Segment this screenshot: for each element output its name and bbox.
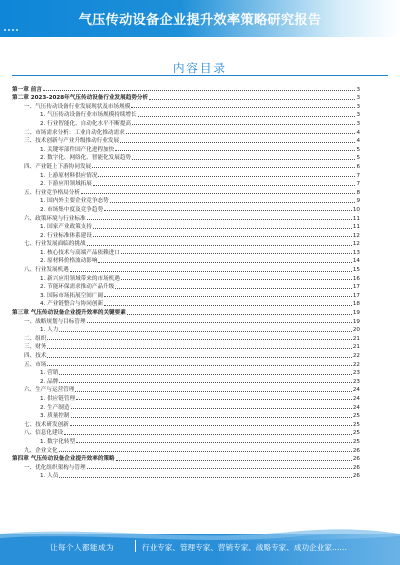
toc-entry-page: 12 [352, 241, 360, 248]
toc-entry-leader [87, 219, 352, 220]
toc-entry-page: 18 [352, 301, 360, 308]
toc-entry[interactable] [12, 127, 360, 136]
toc-entry-label: 八、行业发展机遇 [24, 267, 69, 274]
toc-entry-leader [71, 417, 352, 418]
toc-entry-label: 第四章 气压传动设备企业提升效率的策略 [12, 456, 115, 463]
toc-entry-label: 1. 供应链管理 [40, 395, 76, 402]
toc-entry-leader [132, 159, 355, 160]
toc-entry-label: 2. 数字化、网络化、智能化发展趋势 [40, 155, 132, 162]
footer-banner [0, 518, 400, 565]
toc-entry-page: 26 [352, 456, 360, 463]
toc-entry-label: 2. 原材料价格波动影响 [40, 258, 98, 265]
toc-entry[interactable] [12, 445, 360, 454]
toc-entry[interactable] [12, 222, 360, 231]
toc-entry-leader [121, 253, 352, 254]
toc-entry-label: 1. 上游原材料供应情况 [40, 172, 98, 179]
toc-entry-label: 1. 国内外主要企业竞争态势 [40, 198, 109, 205]
toc-entry-page: 22 [352, 361, 360, 368]
toc-entry[interactable] [12, 359, 360, 368]
toc-entry[interactable] [12, 462, 360, 471]
toc-entry-label: 1. 人力 [40, 327, 59, 334]
toc-entry-page: 26 [352, 464, 360, 471]
toc-entry-page: 7 [356, 181, 360, 188]
toc-entry-page: 26 [352, 447, 360, 454]
toc-entry-label: 四、技术 [24, 353, 47, 359]
toc-entry-page: 25 [352, 430, 360, 437]
toc-heading: 内容目录 [173, 61, 227, 75]
toc-entry-leader [47, 357, 351, 358]
toc-entry-leader [138, 116, 356, 117]
toc-entry-label: 八、信息化建设 [24, 430, 64, 437]
toc-entry[interactable] [12, 256, 360, 265]
toc-entry[interactable] [12, 342, 360, 351]
toc-entry[interactable] [12, 368, 360, 377]
toc-entry[interactable] [12, 136, 360, 145]
toc-entry-label: 1. 营销 [40, 370, 59, 377]
toc-entry-leader [115, 150, 355, 151]
toc-entry-leader [116, 460, 352, 461]
toc-entry[interactable] [12, 230, 360, 239]
toc-entry-label: 第三章 气压传动设备企业提升效率的关键要素 [12, 310, 126, 317]
toc-entry[interactable] [12, 93, 360, 102]
footer-divider [135, 540, 136, 552]
toc-entry-leader [92, 167, 355, 168]
toc-entry[interactable] [12, 282, 360, 291]
toc-entry-label: 1. 国家产业政策支持 [40, 224, 92, 231]
toc-entry-label: 一、气压传动设备行业发展现状及市场规模 [24, 103, 131, 110]
toc-entry-label: 2. 行业标准体系建设 [40, 232, 92, 239]
toc-entry-leader [93, 236, 352, 237]
toc-entry[interactable] [12, 110, 360, 119]
toc-entry-label: 一、战略规划与目标管理 [24, 318, 86, 325]
toc-entry-label: 三、财务 [24, 344, 47, 351]
toc-entry-page: 17 [352, 284, 360, 291]
toc-entry[interactable] [12, 179, 360, 188]
toc-entry-label: 1. 数字化转型 [40, 438, 76, 445]
toc-entry-leader [87, 468, 352, 469]
toc-entry-page: 22 [352, 353, 360, 359]
toc-entry-page: 7 [356, 172, 360, 179]
toc-entry-label: 九、企业文化 [24, 447, 58, 454]
toc-entry[interactable] [12, 316, 360, 325]
toc-entry-label: 2. 行业智能化、自动化水平不断提高 [40, 120, 132, 127]
toc-entry-leader [121, 279, 352, 280]
toc-entry-page: 13 [352, 249, 360, 256]
toc-entry-page: 4 [356, 138, 360, 145]
toc-entry[interactable] [12, 213, 360, 222]
toc-entry-label: 1. 关键零部件国产化进程加快 [40, 146, 115, 153]
toc-entry-label: 二、组织 [24, 335, 47, 342]
toc-entry-leader [70, 425, 352, 426]
toc-entry-leader [70, 271, 352, 272]
toc-entry-page: 3 [356, 103, 360, 110]
toc-entry-leader [47, 365, 351, 366]
toc-entry-leader [149, 99, 355, 100]
toc-entry[interactable] [12, 161, 360, 170]
toc-entry[interactable] [12, 307, 360, 316]
toc-entry-leader [59, 374, 352, 375]
toc-entry[interactable] [12, 471, 360, 480]
toc-entry-page: 19 [352, 318, 360, 325]
toc-entry[interactable] [12, 290, 360, 299]
toc-entry-leader [76, 399, 352, 400]
toc-entry[interactable] [12, 428, 360, 437]
toc-entry-page: 24 [352, 387, 360, 394]
toc-entry-page: 8 [356, 189, 360, 196]
toc-entry[interactable] [12, 454, 360, 463]
toc-entry-leader [98, 262, 351, 263]
toc-entry[interactable] [12, 264, 360, 273]
toc-entry-leader [104, 305, 352, 306]
toc-entry-page: 25 [352, 421, 360, 428]
toc-entry-page: 9 [356, 198, 360, 205]
toc-entry-leader [59, 451, 352, 452]
toc-entry[interactable] [12, 376, 360, 385]
toc-entry[interactable] [12, 170, 360, 179]
toc-entry-label: 五、行业竞争格局分析 [24, 189, 80, 196]
toc-entry-page: 19 [352, 310, 360, 317]
toc-entry-label: 七、技术研发创新 [24, 421, 69, 428]
toc-entry-label: 2. 品牌 [40, 378, 59, 385]
toc-entry-leader [115, 288, 352, 289]
toc-entry-page: 24 [352, 395, 360, 402]
toc-entry-label: 1. 人员 [40, 473, 59, 480]
toc-entry-leader [93, 185, 356, 186]
toc-entry-leader [120, 142, 355, 143]
toc-entry[interactable] [12, 239, 360, 248]
toc-entry-label: 1. 核心技术与高端产品依赖进口 [40, 249, 120, 256]
toc-entry-leader [47, 339, 351, 340]
toc-entry-label: 4. 产业链整合与协同创新 [40, 301, 104, 308]
toc-entry-leader [43, 90, 356, 91]
toc-entry-leader [98, 176, 355, 177]
toc-entry-leader [132, 124, 355, 125]
toc-entry-leader [64, 434, 352, 435]
toc-entry-label: 四、产业链上下游协同发展 [24, 163, 92, 170]
toc-entry-leader [75, 391, 352, 392]
toc-entry-page: 11 [352, 215, 360, 222]
toc-entry-leader [47, 348, 351, 349]
toc-entry-page: 4 [356, 129, 360, 136]
toc-entry-page: 12 [352, 232, 360, 239]
toc-entry-leader [87, 322, 352, 323]
toc-entry-page: 21 [352, 335, 360, 342]
toc-entry-label: 2. 下游应用领域拓展 [40, 181, 92, 188]
toc-entry-page: 26 [352, 473, 360, 480]
toc-entry-leader [104, 296, 352, 297]
toc-entry-leader [127, 314, 352, 315]
toc-entry-page: 16 [352, 275, 360, 282]
footer-slogan-right: 行业专家、管理专家、营销专家、战略专家、成功企业家…… [142, 543, 348, 552]
toc-entry-page: 3 [356, 95, 360, 102]
toc-entry-page: 3 [356, 112, 360, 119]
toc-entry-label: 2. 市场集中度及竞争趋势 [40, 206, 104, 213]
toc-entry-page: 14 [352, 258, 360, 265]
toc-entry[interactable] [12, 204, 360, 213]
toc-entry[interactable] [12, 325, 360, 334]
toc-entry-page: 23 [352, 378, 360, 385]
toc-entry[interactable] [12, 84, 360, 93]
toc-entry-leader [87, 245, 352, 246]
toc-entry-leader [131, 107, 355, 108]
toc-entry-page: 17 [352, 292, 360, 299]
toc-entry[interactable] [12, 247, 360, 256]
footer-slogan-left: 让每个人都能成为 [50, 543, 114, 552]
toc-entry[interactable] [12, 153, 360, 162]
toc-entry-page: 25 [352, 413, 360, 420]
toc-entry-leader [110, 202, 356, 203]
toc-entry-label: 七、行业发展面临的挑战 [24, 241, 86, 248]
toc-entry-label: 六、生产与运营管理 [24, 387, 75, 394]
toc-entry-label: 2. 生产制造 [40, 404, 70, 411]
toc-entry[interactable] [12, 411, 360, 420]
toc-entry-page: 25 [352, 438, 360, 445]
toc-entry-label: 3. 质量控制 [40, 413, 70, 420]
table-of-contents [12, 84, 360, 479]
toc-entry-leader [126, 133, 356, 134]
toc-entry-leader [71, 408, 352, 409]
toc-heading-underline [12, 75, 388, 76]
toc-entry-leader [59, 331, 352, 332]
toc-entry-leader [93, 228, 352, 229]
toc-entry[interactable] [12, 436, 360, 445]
toc-entry-leader [76, 442, 352, 443]
toc-entry-page: 21 [352, 344, 360, 351]
toc-entry[interactable] [12, 118, 360, 127]
toc-entry-label: 六、政策环境与行业标准 [24, 215, 86, 222]
toc-entry-label: 1. 新兴应用领域带来的市场机遇 [40, 275, 120, 282]
toc-entry[interactable] [12, 419, 360, 428]
toc-entry[interactable] [12, 144, 360, 153]
toc-entry[interactable] [12, 299, 360, 308]
toc-entry[interactable] [12, 187, 360, 196]
toc-entry-label: 1. 气压传动设备行业市场规模持续增长 [40, 112, 137, 119]
toc-entry[interactable] [12, 402, 360, 411]
toc-entry-leader [59, 382, 352, 383]
toc-entry-page: 24 [352, 404, 360, 411]
toc-entry-page: 6 [356, 163, 360, 170]
toc-entry-label: 3. 国际市场拓展空间广阔 [40, 292, 104, 299]
toc-entry-label: 二、市场需求分析：工业自动化推动需求 [24, 129, 125, 136]
toc-entry-leader [59, 477, 352, 478]
toc-entry-label: 一、优化组织架构与管理 [24, 464, 86, 471]
toc-entry-page: 5 [356, 146, 360, 153]
report-header-banner [0, 0, 400, 37]
report-title: 气压传动设备企业提升效率策略研究报告 [78, 13, 322, 28]
toc-entry-leader [104, 210, 352, 211]
toc-entry-page: 20 [352, 327, 360, 334]
toc-entry[interactable] [12, 196, 360, 205]
toc-entry[interactable] [12, 385, 360, 394]
toc-entry[interactable] [12, 350, 360, 359]
toc-entry-label: 五、市场 [24, 361, 47, 368]
toc-entry[interactable] [12, 333, 360, 342]
toc-entry-page: 3 [356, 120, 360, 127]
toc-entry-label: 三、技术创新与产业升级推动行业发展 [24, 138, 120, 145]
toc-entry-page: 5 [356, 155, 360, 162]
toc-entry-page: 10 [352, 206, 360, 213]
toc-entry[interactable] [12, 393, 360, 402]
toc-entry-label: 第二章 2023-2028年气压传动设备行业发展趋势分析 [12, 95, 149, 102]
toc-entry-page: 23 [352, 370, 360, 377]
toc-entry[interactable] [12, 101, 360, 110]
toc-entry-page: 15 [352, 267, 360, 274]
toc-entry-leader [81, 193, 355, 194]
toc-entry-label: 第一章 前言 [12, 86, 42, 93]
toc-entry-page: 11 [352, 224, 360, 231]
toc-entry[interactable] [12, 273, 360, 282]
toc-entry-page: 3 [356, 86, 360, 93]
toc-entry-label: 2. 节能环保需求推动产品升级 [40, 284, 115, 291]
